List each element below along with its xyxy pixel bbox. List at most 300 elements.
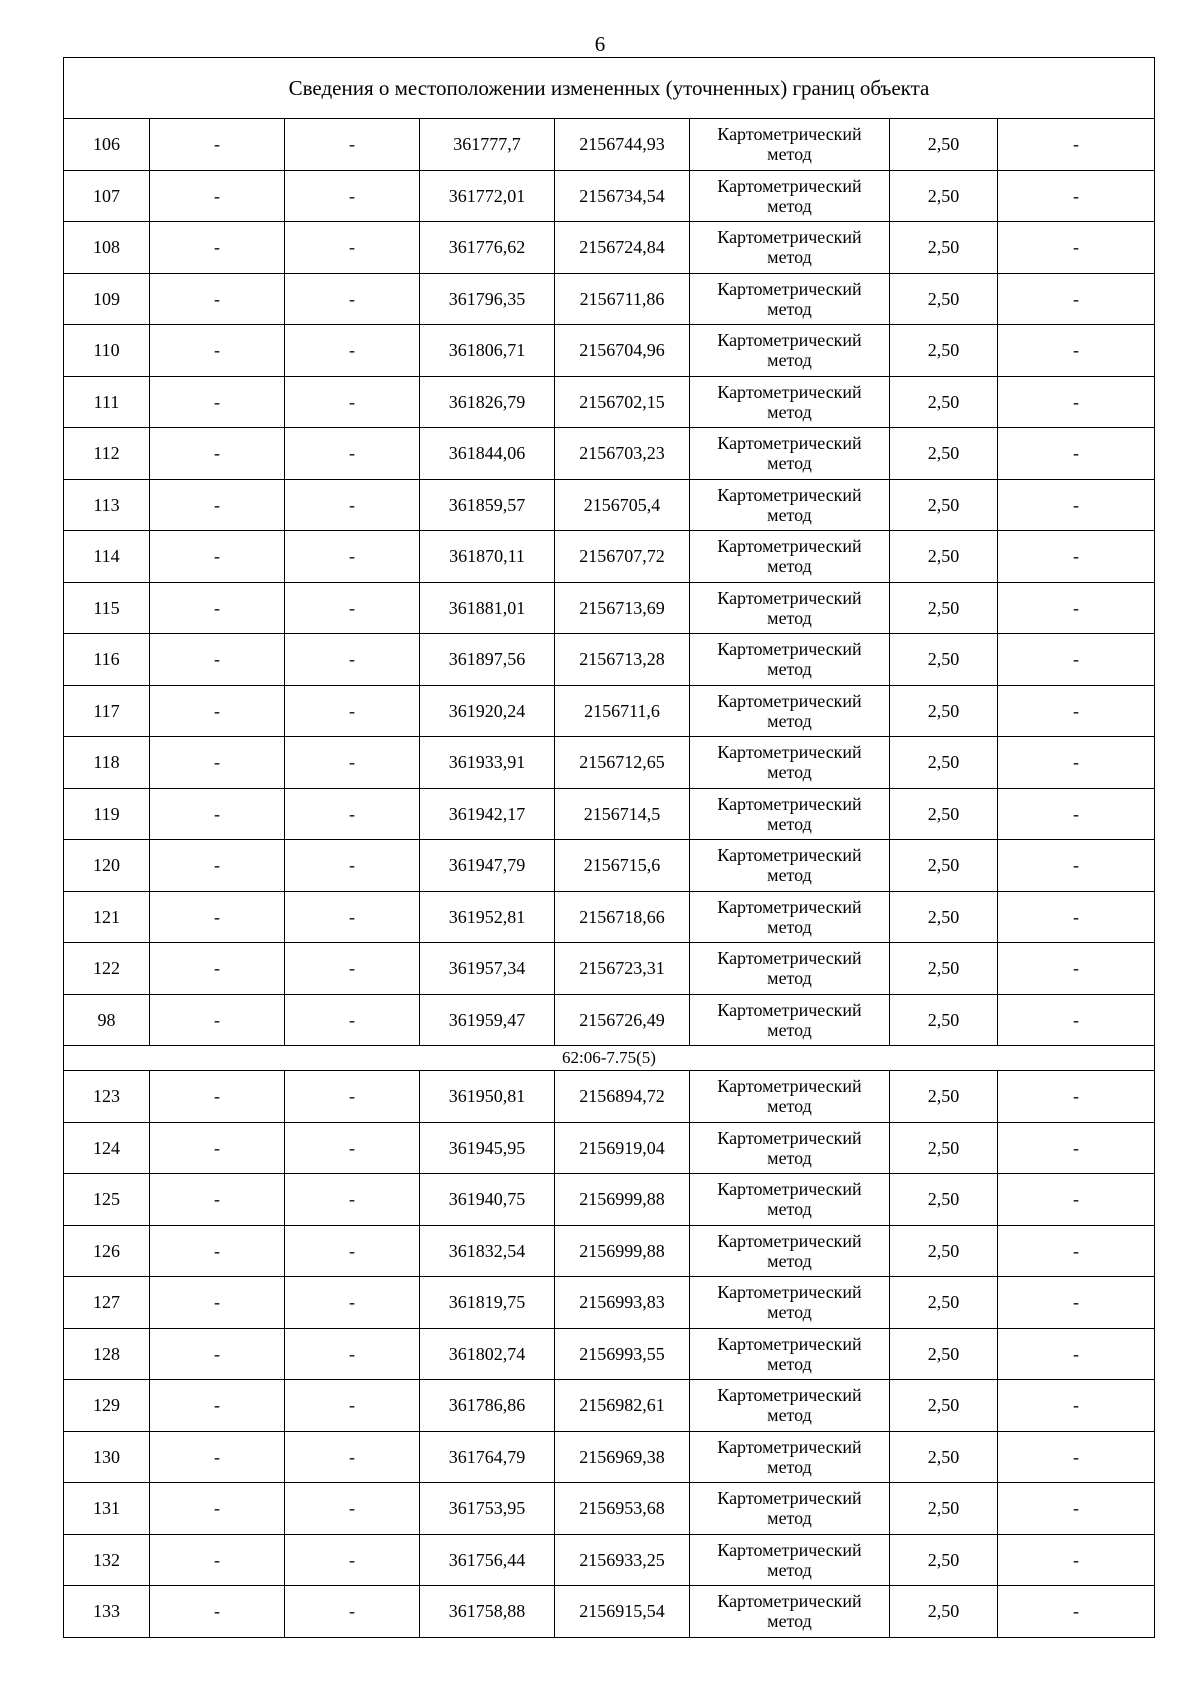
method-line-2: метод xyxy=(767,1147,812,1168)
column-8-cell: - xyxy=(998,325,1155,377)
column-2-cell: - xyxy=(150,428,285,480)
method-line-1: Картометрический xyxy=(717,278,862,299)
method-line-1: Картометрический xyxy=(717,1127,862,1148)
method-line-2: метод xyxy=(767,1199,812,1220)
coordinate-y-cell: 2156915,54 xyxy=(555,1586,690,1638)
table-row xyxy=(64,737,1155,789)
column-8-cell: - xyxy=(998,1380,1155,1432)
accuracy-cell: 2,50 xyxy=(890,1380,998,1432)
coordinate-y-cell: 2156702,15 xyxy=(555,376,690,428)
point-number-cell: 120 xyxy=(64,840,150,892)
method-line-2: метод xyxy=(767,298,812,319)
column-3-cell: - xyxy=(285,222,420,274)
column-3-cell: - xyxy=(285,1380,420,1432)
method-line-2: метод xyxy=(767,1559,812,1580)
column-8-cell: - xyxy=(998,1328,1155,1380)
point-number-cell: 114 xyxy=(64,531,150,583)
method-cell xyxy=(690,1328,890,1380)
method-line-1: Картометрический xyxy=(717,124,862,145)
table-title: Сведения о местоположении измененных (уточненных) границ объекта xyxy=(64,58,1155,119)
coordinate-x-cell: 361933,91 xyxy=(420,737,555,789)
coordinate-x-cell: 361859,57 xyxy=(420,479,555,531)
method-cell xyxy=(690,531,890,583)
table-row xyxy=(64,273,1155,325)
coordinate-y-cell: 2156999,88 xyxy=(555,1225,690,1277)
column-3-cell: - xyxy=(285,634,420,686)
coordinate-y-cell: 2156894,72 xyxy=(555,1071,690,1123)
point-number-cell: 126 xyxy=(64,1225,150,1277)
coordinate-x-cell: 361802,74 xyxy=(420,1328,555,1380)
coordinate-y-cell: 2156953,68 xyxy=(555,1483,690,1535)
table-row xyxy=(64,376,1155,428)
column-2-cell: - xyxy=(150,1122,285,1174)
method-line-1: Картометрический xyxy=(717,1333,862,1354)
boundary-coordinates-table xyxy=(63,57,1155,1638)
coordinate-y-cell: 2156718,66 xyxy=(555,891,690,943)
table-row xyxy=(64,891,1155,943)
coordinate-x-cell: 361777,7 xyxy=(420,119,555,171)
method-line-2: метод xyxy=(767,1508,812,1529)
method-line-1: Картометрический xyxy=(717,587,862,608)
column-8-cell: - xyxy=(998,119,1155,171)
accuracy-cell: 2,50 xyxy=(890,1534,998,1586)
column-2-cell: - xyxy=(150,685,285,737)
accuracy-cell: 2,50 xyxy=(890,428,998,480)
coordinate-x-cell: 361786,86 xyxy=(420,1380,555,1432)
method-cell xyxy=(690,479,890,531)
table-row xyxy=(64,479,1155,531)
method-line-1: Картометрический xyxy=(717,1282,862,1303)
method-line-2: метод xyxy=(767,968,812,989)
method-line-2: метод xyxy=(767,504,812,525)
point-number-cell: 115 xyxy=(64,582,150,634)
table-row xyxy=(64,582,1155,634)
method-line-2: метод xyxy=(767,1456,812,1477)
coordinate-y-cell: 2156734,54 xyxy=(555,170,690,222)
method-cell xyxy=(690,737,890,789)
column-2-cell: - xyxy=(150,1225,285,1277)
coordinate-y-cell: 2156713,69 xyxy=(555,582,690,634)
point-number-cell: 109 xyxy=(64,273,150,325)
method-cell xyxy=(690,1586,890,1638)
point-number-cell: 122 xyxy=(64,943,150,995)
point-number-cell: 127 xyxy=(64,1277,150,1329)
column-3-cell: - xyxy=(285,994,420,1046)
point-number-cell: 113 xyxy=(64,479,150,531)
method-cell xyxy=(690,1277,890,1329)
accuracy-cell: 2,50 xyxy=(890,582,998,634)
point-number-cell: 129 xyxy=(64,1380,150,1432)
coordinate-x-cell: 361897,56 xyxy=(420,634,555,686)
column-3-cell: - xyxy=(285,1174,420,1226)
accuracy-cell: 2,50 xyxy=(890,634,998,686)
accuracy-cell: 2,50 xyxy=(890,479,998,531)
method-cell xyxy=(690,1071,890,1123)
point-number-cell: 112 xyxy=(64,428,150,480)
coordinate-y-cell: 2156714,5 xyxy=(555,788,690,840)
method-cell xyxy=(690,1431,890,1483)
method-line-1: Картометрический xyxy=(717,1179,862,1200)
method-cell xyxy=(690,376,890,428)
coordinate-y-cell: 2156726,49 xyxy=(555,994,690,1046)
column-2-cell: - xyxy=(150,994,285,1046)
table-row xyxy=(64,634,1155,686)
method-cell xyxy=(690,840,890,892)
column-8-cell: - xyxy=(998,1483,1155,1535)
accuracy-cell: 2,50 xyxy=(890,1071,998,1123)
column-2-cell: - xyxy=(150,1431,285,1483)
method-cell xyxy=(690,994,890,1046)
coordinate-y-cell: 2156723,31 xyxy=(555,943,690,995)
column-2-cell: - xyxy=(150,531,285,583)
coordinate-x-cell: 361870,11 xyxy=(420,531,555,583)
method-line-2: метод xyxy=(767,659,812,680)
method-cell xyxy=(690,891,890,943)
column-8-cell: - xyxy=(998,1534,1155,1586)
method-cell xyxy=(690,428,890,480)
column-2-cell: - xyxy=(150,222,285,274)
table-row xyxy=(64,428,1155,480)
table-row xyxy=(64,1122,1155,1174)
accuracy-cell: 2,50 xyxy=(890,1122,998,1174)
column-2-cell: - xyxy=(150,582,285,634)
method-cell xyxy=(690,1534,890,1586)
coordinate-y-cell: 2156715,6 xyxy=(555,840,690,892)
accuracy-cell: 2,50 xyxy=(890,840,998,892)
method-line-1: Картометрический xyxy=(717,1539,862,1560)
accuracy-cell: 2,50 xyxy=(890,1328,998,1380)
table-row xyxy=(64,531,1155,583)
method-line-1: Картометрический xyxy=(717,1230,862,1251)
method-line-2: метод xyxy=(767,1096,812,1117)
method-line-1: Картометрический xyxy=(717,999,862,1020)
coordinate-x-cell: 361806,71 xyxy=(420,325,555,377)
column-3-cell: - xyxy=(285,1122,420,1174)
method-line-2: метод xyxy=(767,195,812,216)
column-8-cell: - xyxy=(998,943,1155,995)
coordinate-x-cell: 361796,35 xyxy=(420,273,555,325)
table-row xyxy=(64,325,1155,377)
column-8-cell: - xyxy=(998,685,1155,737)
coordinate-x-cell: 361959,47 xyxy=(420,994,555,1046)
column-3-cell: - xyxy=(285,788,420,840)
accuracy-cell: 2,50 xyxy=(890,685,998,737)
coordinate-x-cell: 361756,44 xyxy=(420,1534,555,1586)
point-number-cell: 106 xyxy=(64,119,150,171)
point-number-cell: 108 xyxy=(64,222,150,274)
method-line-2: метод xyxy=(767,1353,812,1374)
table-row xyxy=(64,1431,1155,1483)
method-line-2: метод xyxy=(767,247,812,268)
column-3-cell: - xyxy=(285,1225,420,1277)
method-line-1: Картометрический xyxy=(717,1076,862,1097)
method-cell xyxy=(690,1483,890,1535)
accuracy-cell: 2,50 xyxy=(890,376,998,428)
coordinate-y-cell: 2156711,6 xyxy=(555,685,690,737)
table-row xyxy=(64,1534,1155,1586)
point-number-cell: 125 xyxy=(64,1174,150,1226)
method-cell xyxy=(690,582,890,634)
accuracy-cell: 2,50 xyxy=(890,891,998,943)
section-header-row xyxy=(64,1046,1155,1071)
column-2-cell: - xyxy=(150,840,285,892)
column-2-cell: - xyxy=(150,1328,285,1380)
table-row xyxy=(64,222,1155,274)
column-3-cell: - xyxy=(285,943,420,995)
column-8-cell: - xyxy=(998,1174,1155,1226)
column-2-cell: - xyxy=(150,891,285,943)
coordinate-x-cell: 361942,17 xyxy=(420,788,555,840)
column-8-cell: - xyxy=(998,582,1155,634)
column-3-cell: - xyxy=(285,582,420,634)
column-3-cell: - xyxy=(285,531,420,583)
coordinate-x-cell: 361819,75 xyxy=(420,1277,555,1329)
coordinate-x-cell: 361947,79 xyxy=(420,840,555,892)
method-cell xyxy=(690,1122,890,1174)
coordinate-y-cell: 2156933,25 xyxy=(555,1534,690,1586)
column-3-cell: - xyxy=(285,170,420,222)
accuracy-cell: 2,50 xyxy=(890,1431,998,1483)
point-number-cell: 130 xyxy=(64,1431,150,1483)
method-line-1: Картометрический xyxy=(717,690,862,711)
column-2-cell: - xyxy=(150,1380,285,1432)
method-line-1: Картометрический xyxy=(717,330,862,351)
table-row xyxy=(64,685,1155,737)
method-line-2: метод xyxy=(767,710,812,731)
accuracy-cell: 2,50 xyxy=(890,1483,998,1535)
accuracy-cell: 2,50 xyxy=(890,170,998,222)
table-row xyxy=(64,1380,1155,1432)
point-number-cell: 98 xyxy=(64,994,150,1046)
coordinate-y-cell: 2156704,96 xyxy=(555,325,690,377)
accuracy-cell: 2,50 xyxy=(890,788,998,840)
method-line-2: метод xyxy=(767,1302,812,1323)
column-2-cell: - xyxy=(150,170,285,222)
point-number-cell: 121 xyxy=(64,891,150,943)
column-3-cell: - xyxy=(285,1534,420,1586)
table-row xyxy=(64,1483,1155,1535)
column-8-cell: - xyxy=(998,1431,1155,1483)
coordinate-x-cell: 361764,79 xyxy=(420,1431,555,1483)
column-8-cell: - xyxy=(998,376,1155,428)
column-2-cell: - xyxy=(150,1277,285,1329)
method-line-2: метод xyxy=(767,865,812,886)
column-2-cell: - xyxy=(150,273,285,325)
method-cell xyxy=(690,1380,890,1432)
column-8-cell: - xyxy=(998,428,1155,480)
coordinate-x-cell: 361758,88 xyxy=(420,1586,555,1638)
coordinate-y-cell: 2156919,04 xyxy=(555,1122,690,1174)
column-3-cell: - xyxy=(285,840,420,892)
column-3-cell: - xyxy=(285,273,420,325)
method-cell xyxy=(690,634,890,686)
method-line-1: Картометрический xyxy=(717,381,862,402)
column-8-cell: - xyxy=(998,788,1155,840)
accuracy-cell: 2,50 xyxy=(890,119,998,171)
method-line-2: метод xyxy=(767,762,812,783)
method-cell xyxy=(690,1225,890,1277)
coordinate-x-cell: 361945,95 xyxy=(420,1122,555,1174)
method-line-1: Картометрический xyxy=(717,1591,862,1612)
column-3-cell: - xyxy=(285,119,420,171)
coordinate-x-cell: 361920,24 xyxy=(420,685,555,737)
coordinate-x-cell: 361952,81 xyxy=(420,891,555,943)
table-row xyxy=(64,1071,1155,1123)
column-2-cell: - xyxy=(150,1586,285,1638)
method-line-2: метод xyxy=(767,556,812,577)
column-3-cell: - xyxy=(285,1328,420,1380)
method-line-2: метод xyxy=(767,1019,812,1040)
accuracy-cell: 2,50 xyxy=(890,994,998,1046)
column-3-cell: - xyxy=(285,891,420,943)
column-3-cell: - xyxy=(285,325,420,377)
column-8-cell: - xyxy=(998,1071,1155,1123)
accuracy-cell: 2,50 xyxy=(890,1586,998,1638)
column-3-cell: - xyxy=(285,1277,420,1329)
table-row xyxy=(64,170,1155,222)
column-8-cell: - xyxy=(998,479,1155,531)
column-3-cell: - xyxy=(285,428,420,480)
column-8-cell: - xyxy=(998,1586,1155,1638)
table-row xyxy=(64,1586,1155,1638)
method-cell xyxy=(690,1174,890,1226)
method-line-2: метод xyxy=(767,144,812,165)
coordinate-x-cell: 361940,75 xyxy=(420,1174,555,1226)
method-line-1: Картометрический xyxy=(717,175,862,196)
method-cell xyxy=(690,170,890,222)
coordinate-y-cell: 2156982,61 xyxy=(555,1380,690,1432)
method-line-1: Картометрический xyxy=(717,433,862,454)
coordinate-y-cell: 2156724,84 xyxy=(555,222,690,274)
column-2-cell: - xyxy=(150,479,285,531)
accuracy-cell: 2,50 xyxy=(890,531,998,583)
point-number-cell: 132 xyxy=(64,1534,150,1586)
coordinate-x-cell: 361950,81 xyxy=(420,1071,555,1123)
method-line-1: Картометрический xyxy=(717,896,862,917)
accuracy-cell: 2,50 xyxy=(890,737,998,789)
method-line-1: Картометрический xyxy=(717,793,862,814)
coordinate-x-cell: 361753,95 xyxy=(420,1483,555,1535)
coordinate-x-cell: 361772,01 xyxy=(420,170,555,222)
coordinate-y-cell: 2156711,86 xyxy=(555,273,690,325)
method-line-2: метод xyxy=(767,453,812,474)
method-line-2: метод xyxy=(767,1611,812,1632)
coordinate-y-cell: 2156707,72 xyxy=(555,531,690,583)
table-row xyxy=(64,1277,1155,1329)
coordinate-y-cell: 2156993,55 xyxy=(555,1328,690,1380)
point-number-cell: 118 xyxy=(64,737,150,789)
coordinate-y-cell: 2156703,23 xyxy=(555,428,690,480)
method-line-1: Картометрический xyxy=(717,1385,862,1406)
method-line-2: метод xyxy=(767,350,812,371)
column-8-cell: - xyxy=(998,737,1155,789)
method-line-2: метод xyxy=(767,813,812,834)
method-line-2: метод xyxy=(767,607,812,628)
coordinate-x-cell: 361826,79 xyxy=(420,376,555,428)
method-line-2: метод xyxy=(767,1250,812,1271)
column-8-cell: - xyxy=(998,994,1155,1046)
point-number-cell: 111 xyxy=(64,376,150,428)
method-cell xyxy=(690,222,890,274)
point-number-cell: 133 xyxy=(64,1586,150,1638)
point-number-cell: 107 xyxy=(64,170,150,222)
method-line-1: Картометрический xyxy=(717,536,862,557)
column-8-cell: - xyxy=(998,840,1155,892)
point-number-cell: 128 xyxy=(64,1328,150,1380)
method-line-1: Картометрический xyxy=(717,1488,862,1509)
column-3-cell: - xyxy=(285,685,420,737)
table-row xyxy=(64,994,1155,1046)
coordinate-y-cell: 2156999,88 xyxy=(555,1174,690,1226)
coordinate-y-cell: 2156712,65 xyxy=(555,737,690,789)
column-3-cell: - xyxy=(285,737,420,789)
method-cell xyxy=(690,788,890,840)
column-8-cell: - xyxy=(998,1277,1155,1329)
coordinate-x-cell: 361881,01 xyxy=(420,582,555,634)
section-label: 62:06-7.75(5) xyxy=(64,1046,1155,1071)
coordinate-y-cell: 2156993,83 xyxy=(555,1277,690,1329)
method-line-1: Картометрический xyxy=(717,484,862,505)
column-2-cell: - xyxy=(150,376,285,428)
accuracy-cell: 2,50 xyxy=(890,1277,998,1329)
column-8-cell: - xyxy=(998,273,1155,325)
accuracy-cell: 2,50 xyxy=(890,273,998,325)
method-cell xyxy=(690,273,890,325)
table-row xyxy=(64,1328,1155,1380)
coordinate-x-cell: 361832,54 xyxy=(420,1225,555,1277)
accuracy-cell: 2,50 xyxy=(890,1225,998,1277)
column-3-cell: - xyxy=(285,1431,420,1483)
column-8-cell: - xyxy=(998,531,1155,583)
column-8-cell: - xyxy=(998,222,1155,274)
column-2-cell: - xyxy=(150,1483,285,1535)
column-2-cell: - xyxy=(150,1174,285,1226)
coordinate-y-cell: 2156969,38 xyxy=(555,1431,690,1483)
column-2-cell: - xyxy=(150,119,285,171)
point-number-cell: 123 xyxy=(64,1071,150,1123)
method-line-1: Картометрический xyxy=(717,948,862,969)
method-cell xyxy=(690,685,890,737)
column-2-cell: - xyxy=(150,943,285,995)
column-3-cell: - xyxy=(285,1483,420,1535)
column-8-cell: - xyxy=(998,1225,1155,1277)
point-number-cell: 117 xyxy=(64,685,150,737)
column-2-cell: - xyxy=(150,1071,285,1123)
coordinate-y-cell: 2156713,28 xyxy=(555,634,690,686)
column-2-cell: - xyxy=(150,1534,285,1586)
column-2-cell: - xyxy=(150,737,285,789)
column-2-cell: - xyxy=(150,634,285,686)
accuracy-cell: 2,50 xyxy=(890,222,998,274)
coordinate-x-cell: 361844,06 xyxy=(420,428,555,480)
table-row xyxy=(64,1225,1155,1277)
table-row xyxy=(64,840,1155,892)
method-cell xyxy=(690,325,890,377)
table-title-row xyxy=(64,58,1155,119)
accuracy-cell: 2,50 xyxy=(890,1174,998,1226)
method-line-1: Картометрический xyxy=(717,1436,862,1457)
coordinate-y-cell: 2156705,4 xyxy=(555,479,690,531)
coordinate-y-cell: 2156744,93 xyxy=(555,119,690,171)
table-row xyxy=(64,119,1155,171)
accuracy-cell: 2,50 xyxy=(890,325,998,377)
method-line-1: Картометрический xyxy=(717,639,862,660)
point-number-cell: 131 xyxy=(64,1483,150,1535)
accuracy-cell: 2,50 xyxy=(890,943,998,995)
point-number-cell: 119 xyxy=(64,788,150,840)
method-line-2: метод xyxy=(767,401,812,422)
point-number-cell: 124 xyxy=(64,1122,150,1174)
